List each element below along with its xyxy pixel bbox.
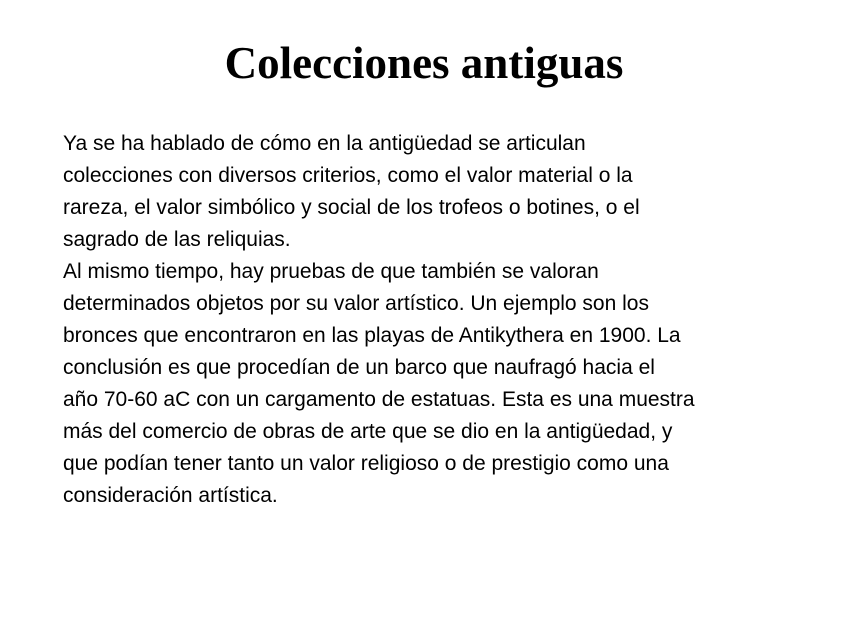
body-line: Al mismo tiempo, hay pruebas de que también se valoran <box>63 260 599 283</box>
body-line: conclusión es que procedían de un barco que naufragó hacia el <box>63 356 655 379</box>
body-line: año 70-60 aC con un cargamento de estatuas. Esta es una muestra <box>63 388 695 411</box>
body-line: Ya se ha hablado de cómo en la antigüedad se articulan <box>63 132 586 155</box>
body-line: sagrado de las reliquias. <box>63 228 291 251</box>
body-line: determinados objetos por su valor artístico. Un ejemplo son los <box>63 292 649 315</box>
slide-body <box>63 128 803 512</box>
body-line: más del comercio de obras de arte que se dio en la antigüedad, y <box>63 420 673 443</box>
body-line: que podían tener tanto un valor religioso o de prestigio como una <box>63 452 669 475</box>
body-line: colecciones con diversos criterios, como el valor material o la <box>63 164 633 187</box>
body-line: bronces que encontraron en las playas de Antikythera en 1900. La <box>63 324 681 347</box>
body-line: rareza, el valor simbólico y social de los trofeos o botines, o el <box>63 196 640 219</box>
body-line: consideración artística. <box>63 484 278 507</box>
slide-title: Colecciones antiguas <box>224 38 624 88</box>
